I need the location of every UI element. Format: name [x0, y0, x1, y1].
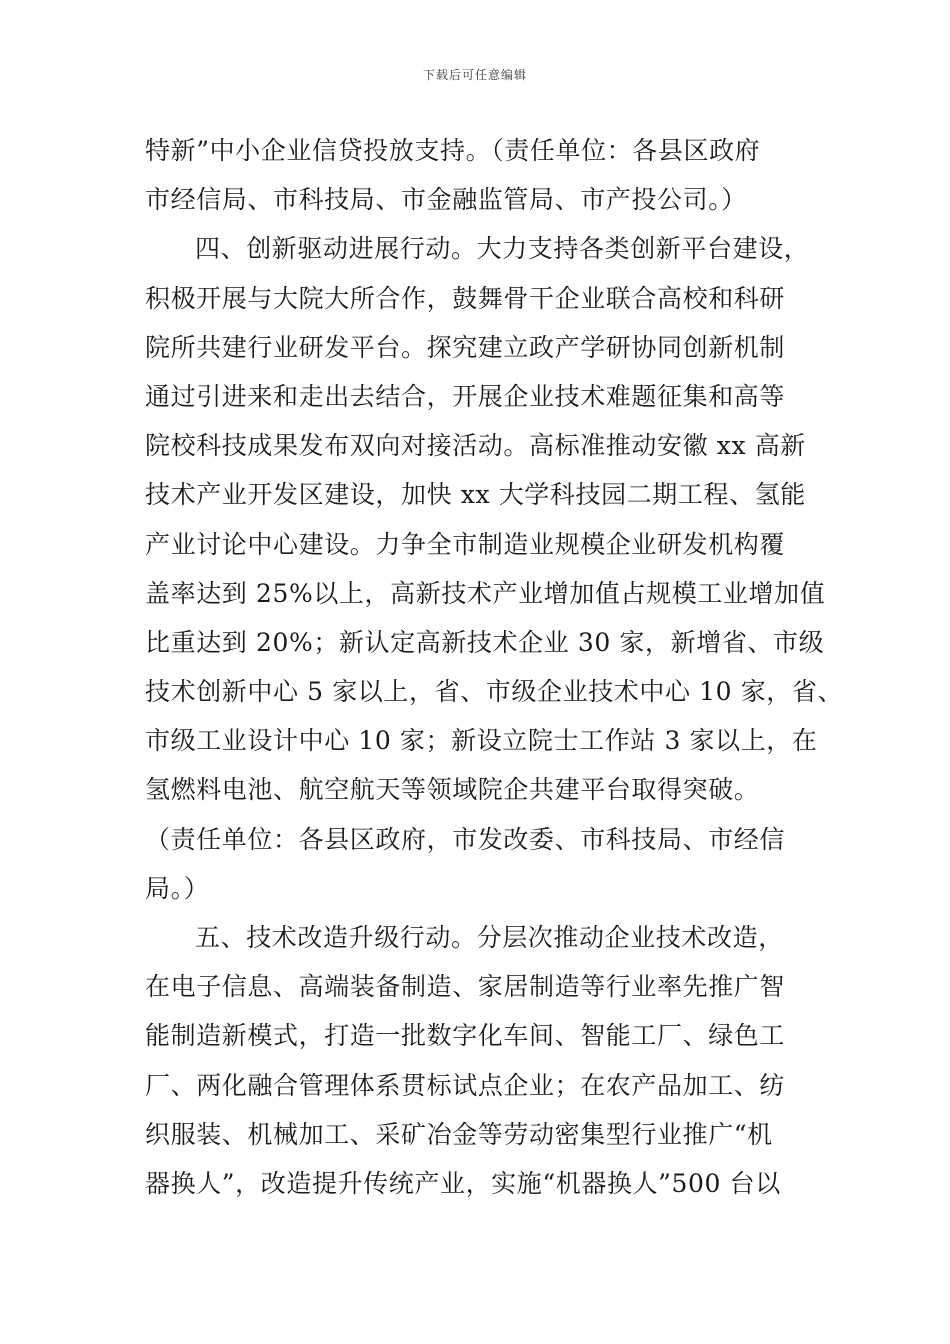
text-line: 氢燃料电池、航空航天等领域院企共建平台取得突破。: [145, 775, 760, 805]
text-line: 特新”中小企业信贷投放支持。（责任单位：各县区政府: [145, 136, 761, 165]
text-line: 在电子信息、高端装备制造、家居制造等行业率先推广智: [145, 972, 786, 1002]
text-line: 技术创新中心 5 家以上，省、市级企业技术中心 10 家，省、: [145, 677, 844, 707]
text-line: 产业讨论中心建设。力争全市制造业规模企业研发机构覆: [145, 529, 786, 559]
text-line: 通过引进来和走出去结合，开展企业技术难题征集和高等: [145, 381, 786, 411]
text-line: 四、创新驱动进展行动。大力支持各类创新平台建设，: [195, 234, 810, 264]
text-line: 技术产业开发区建设，加快 xx 大学科技园二期工程、氢能: [145, 480, 806, 510]
text-line: 盖率达到 25%以上，高新技术产业增加值占规模工业增加值: [145, 578, 826, 608]
text-line: 市经信局、市科技局、市金融监管局、市产投公司。）: [145, 185, 747, 215]
text-line: 局。）: [145, 873, 210, 903]
text-line: 能制造新模式，打造一批数字化车间、智能工厂、绿色工: [145, 1021, 786, 1051]
text-line: 院所共建行业研发平台。探究建立政产学研协同创新机制: [145, 332, 786, 362]
text-line: 器换人”，改造提升传统产业，实施“机器换人”500 台以: [145, 1168, 781, 1198]
text-line: 比重达到 20%；新认定高新技术企业 30 家，新增省、市级: [145, 627, 825, 657]
text-line: 院校科技成果发布双向对接活动。高标准推动安徽 xx 高新: [145, 431, 806, 461]
text-line: 市级工业设计中心 10 家；新设立院士工作站 3 家以上，在: [145, 726, 818, 756]
text-line: （责任单位：各县区政府，市发改委、市科技局、市经信: [145, 824, 786, 854]
document-body: [145, 126, 844, 1208]
text-line: 积极开展与大院大所合作，鼓舞骨干企业联合高校和科研: [145, 283, 786, 313]
text-line: 厂、两化融合管理体系贯标试点企业；在农产品加工、纺: [145, 1070, 786, 1100]
text-line: 五、技术改造升级行动。分层次推动企业技术改造，: [195, 923, 784, 952]
text-line: 织服装、机械加工、采矿冶金等劳动密集型行业推广“机: [145, 1119, 773, 1149]
page-header: 下载后可任意编辑: [422, 68, 527, 82]
